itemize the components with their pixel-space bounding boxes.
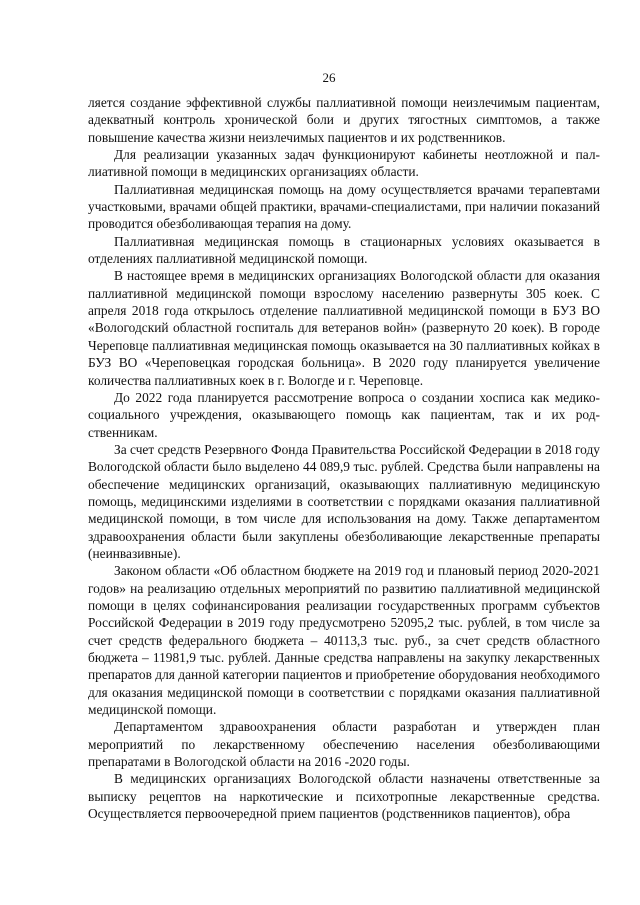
paragraph-3: Паллиативная медицинская помощь на дому осуществляется врачами терапевтами участковыми, врачами общей практики, врачами-специалистами, при наличии показаний проводится обезболивающая терапия на дому. [88, 181, 600, 232]
paragraph-10: В медицинских организациях Вологодской области назначены ответственные за выписку рецептов на наркотические и психотропные лекарственные средства. Осуществляется первоочередной прием пациентов (родственников пациентов), обра [88, 771, 600, 822]
page-number: 26 [322, 70, 336, 85]
paragraph-1: ляется создание эффективной службы паллиативной помощи неизлечимым пациентам, адекватный контроль хронической боли и других тягостных симптомов, а также повышение качества жизни неизлечимых пациентов и их родственников. [88, 95, 600, 145]
paragraph-2: Для реализации указанных задач функционируют кабинеты неотложной и паллиативной помощи в медицинских организациях области. [88, 147, 600, 180]
document-page [88, 70, 600, 822]
paragraph-9: Департаментом здравоохранения области разработан и утвержден план мероприятий по лекарственному обеспечению населения обезболивающими препаратами в Вологодской области на 2016 -2020 годы. [88, 719, 600, 770]
paragraph-8: Законом области «Об областном бюджете на 2019 год и плановый период 2020-2021 годов» на реализацию отдельных мероприятий по развитию паллиативной медицинской помощи в целях софинансирования реализации государственных программ субъектов Российской Федерации в 2019 году предусмотрено 52095,2 тыс. рублей, в том числе за счет средств федерального бюджета – 40113,3 тыс. руб., за счет средств областного бюджета – 11981,9 тыс. рублей. Данные средства направлены на закупку лекарственных препаратов для данной категории пациентов и приобретение оборудования необходимого для оказания медицинской помощи в соответствии с порядками оказания паллиативной медицинской помощи. [88, 563, 600, 718]
paragraph-6: До 2022 года планируется рассмотрение вопроса о создании хосписа как медико-социального учреждения, оказывающего помощь как пациентам, так и их родственникам. [88, 389, 600, 440]
paragraph-7: За счет средств Резервного Фонда Правительства Российской Федерации в 2018 году Вологодской области было выделено 44 089,9 тыс. рублей. Средства были направлены на обеспечение медицинских организаций, оказывающих паллиативную медицинскую помощь, медицинскими изделиями в соответствии с порядками оказания паллиативной медицинской помощи, в том числе для использования на дому. Также департаментом здравоохранения области были закуплены обезболивающие лекарственные препараты (неинвазивные). [88, 441, 600, 561]
paragraph-4: Паллиативная медицинская помощь в стационарных условиях оказывается в отделениях паллиативной медицинской помощи. [88, 233, 600, 267]
paragraph-5: В настоящее время в медицинских организациях Вологодской области для оказания паллиативной медицинской помощи взрослому населению развернуты 305 коек. С апреля 2018 года открылось отделение паллиативной медицинской помощи в БУЗ ВО «Вологодский областной госпиталь для ветеранов войн» (развернуто 20 коек). В городе Череповце паллиативная медицинская помощь оказывается на 30 паллиативных койках в БУЗ ВО «Череповецкая городская больница». В 2020 году планируется увеличение количества паллиативных коек в г. Вологде и г. Череповце. [88, 268, 600, 388]
